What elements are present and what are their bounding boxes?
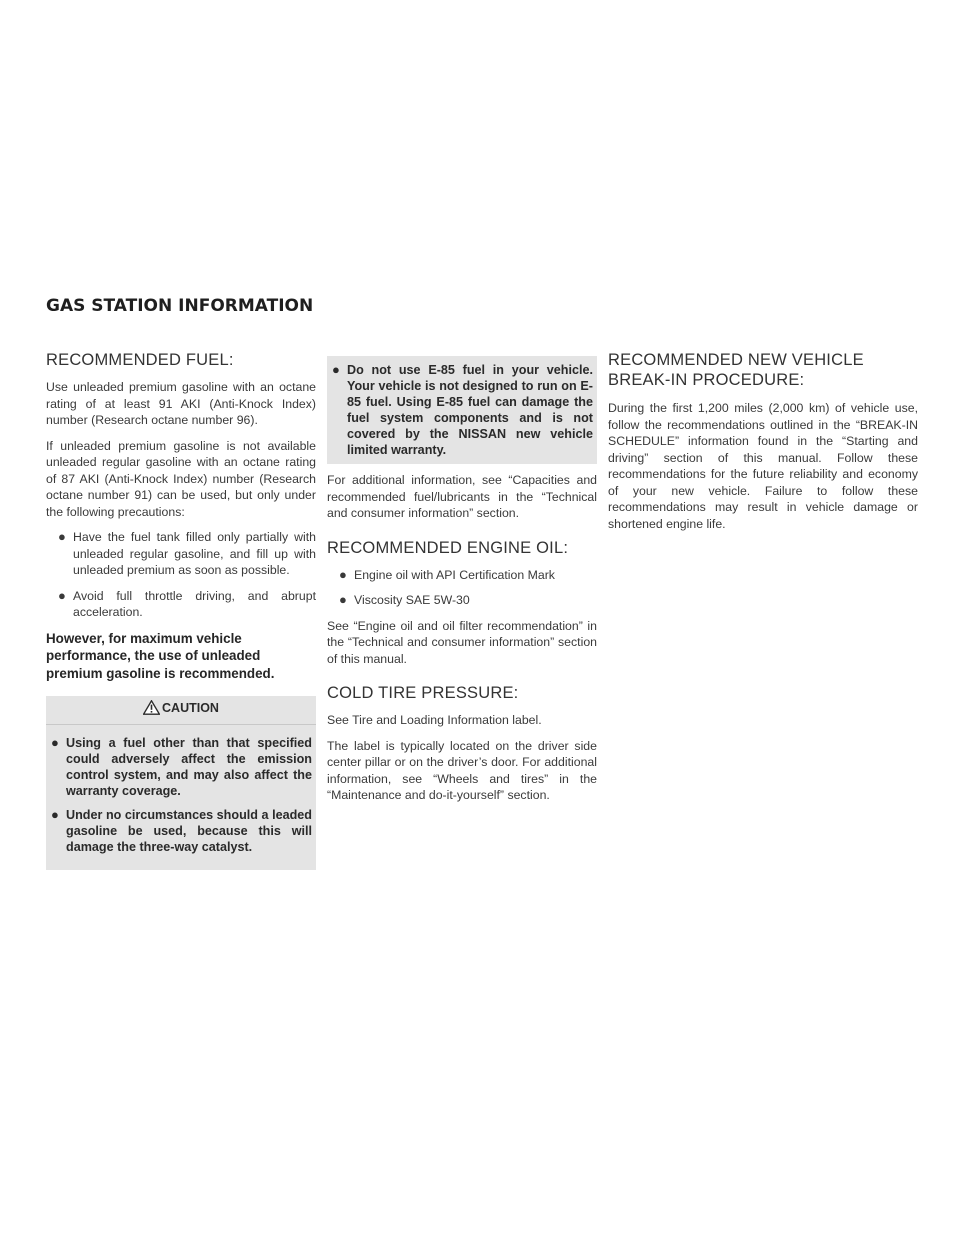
list-item xyxy=(327,362,593,458)
list-item-text: Do not use E-85 fuel in your vehicle. Your vehicle is not designed to run on E-85 fuel. Using E-85 fuel can damage the fuel system components and is not covered by the NISSAN new vehicle limited warranty. xyxy=(347,363,593,457)
fuel-precautions-list xyxy=(46,529,316,621)
fuel-paragraph-2: If unleaded premium gasoline is not available unleaded regular gasoline with an octane rating of 87 AKI (Anti-Knock Index) number (Research octane number 91) can be used, but only under the following precautions: xyxy=(46,438,316,519)
caution-header xyxy=(46,696,316,725)
list-item xyxy=(327,592,597,609)
column-oil-and-tires xyxy=(327,356,597,813)
caution-box-continued xyxy=(327,356,597,464)
column-break-in xyxy=(608,350,918,541)
list-item-text: Have the fuel tank filled only partially with unleaded regular gasoline, and fill up with unleaded premium as soon as possible. xyxy=(73,530,316,577)
section-heading-recommended-fuel: RECOMMENDED FUEL: xyxy=(46,351,234,369)
list-item-text: Using a fuel other than that specified could adversely affect the emission control system, and may also affect the warranty coverage. xyxy=(66,736,312,798)
heading-line-2: BREAK-IN PROCEDURE: xyxy=(608,371,805,389)
bullet-icon: ● xyxy=(58,529,66,544)
section-heading-cold-tire-pressure: COLD TIRE PRESSURE: xyxy=(327,684,519,702)
premium-recommendation-note: However, for maximum vehicle performance, the use of unleaded premium gasoline is recommended. xyxy=(46,630,275,681)
bullet-icon: ● xyxy=(332,362,340,377)
bullet-icon: ● xyxy=(51,807,59,822)
list-item-text: Viscosity SAE 5W-30 xyxy=(354,593,470,607)
oil-list xyxy=(327,567,597,609)
additional-info-paragraph: For additional information, see “Capacities and recommended fuel/lubricants in the “Technical and consumer information” section. xyxy=(327,473,597,520)
page-title: GAS STATION INFORMATION xyxy=(46,296,314,316)
tire-paragraph-2: The label is typically located on the driver side center pillar or on the driver’s door. For additional information, see “Wheels and tires” in the “Maintenance and do-it-yourself” section. xyxy=(327,738,597,802)
list-item xyxy=(46,807,316,855)
column-recommended-fuel xyxy=(46,350,316,870)
bullet-icon: ● xyxy=(58,587,66,603)
list-item xyxy=(327,567,597,584)
list-item xyxy=(46,529,316,579)
caution-title: CAUTION xyxy=(162,701,219,715)
section-heading-break-in xyxy=(608,350,918,390)
list-item xyxy=(46,735,316,799)
list-item-text: Avoid full throttle driving, and abrupt acceleration. xyxy=(73,588,316,619)
caution-list xyxy=(327,362,593,458)
tire-paragraph-1: See Tire and Loading Information label. xyxy=(327,713,542,727)
caution-list xyxy=(46,735,316,855)
list-item xyxy=(46,588,316,621)
caution-box xyxy=(46,696,316,870)
bullet-icon: ● xyxy=(51,735,59,750)
heading-line-1: RECOMMENDED NEW VEHICLE xyxy=(608,351,864,369)
section-heading-engine-oil: RECOMMENDED ENGINE OIL: xyxy=(327,538,569,557)
warning-triangle-icon xyxy=(143,700,160,718)
fuel-paragraph-1: Use unleaded premium gasoline with an octane rating of at least 91 AKI (Anti-Knock Index) number (Research octane number 96). xyxy=(46,380,316,427)
oil-paragraph: See “Engine oil and oil filter recommendation” in the “Technical and consumer information” section of this manual. xyxy=(327,618,597,666)
list-item-text: Engine oil with API Certification Mark xyxy=(354,567,555,582)
break-in-paragraph: During the first 1,200 miles (2,000 km) of vehicle use, follow the recommendations outlined in the “BREAK-IN SCHEDULE” information found in the “Starting and driving” section of this manual. Follow these recommendations for the future reliability and economy of your new vehicle. Failure to follow these recommendations may result in vehicle damage or shortened engine life. xyxy=(608,401,918,531)
list-item-text: Under no circumstances should a leaded gasoline be used, because this will damage the three-way catalyst. xyxy=(66,808,312,854)
bullet-icon: ● xyxy=(339,566,347,582)
bullet-icon: ● xyxy=(339,592,347,607)
